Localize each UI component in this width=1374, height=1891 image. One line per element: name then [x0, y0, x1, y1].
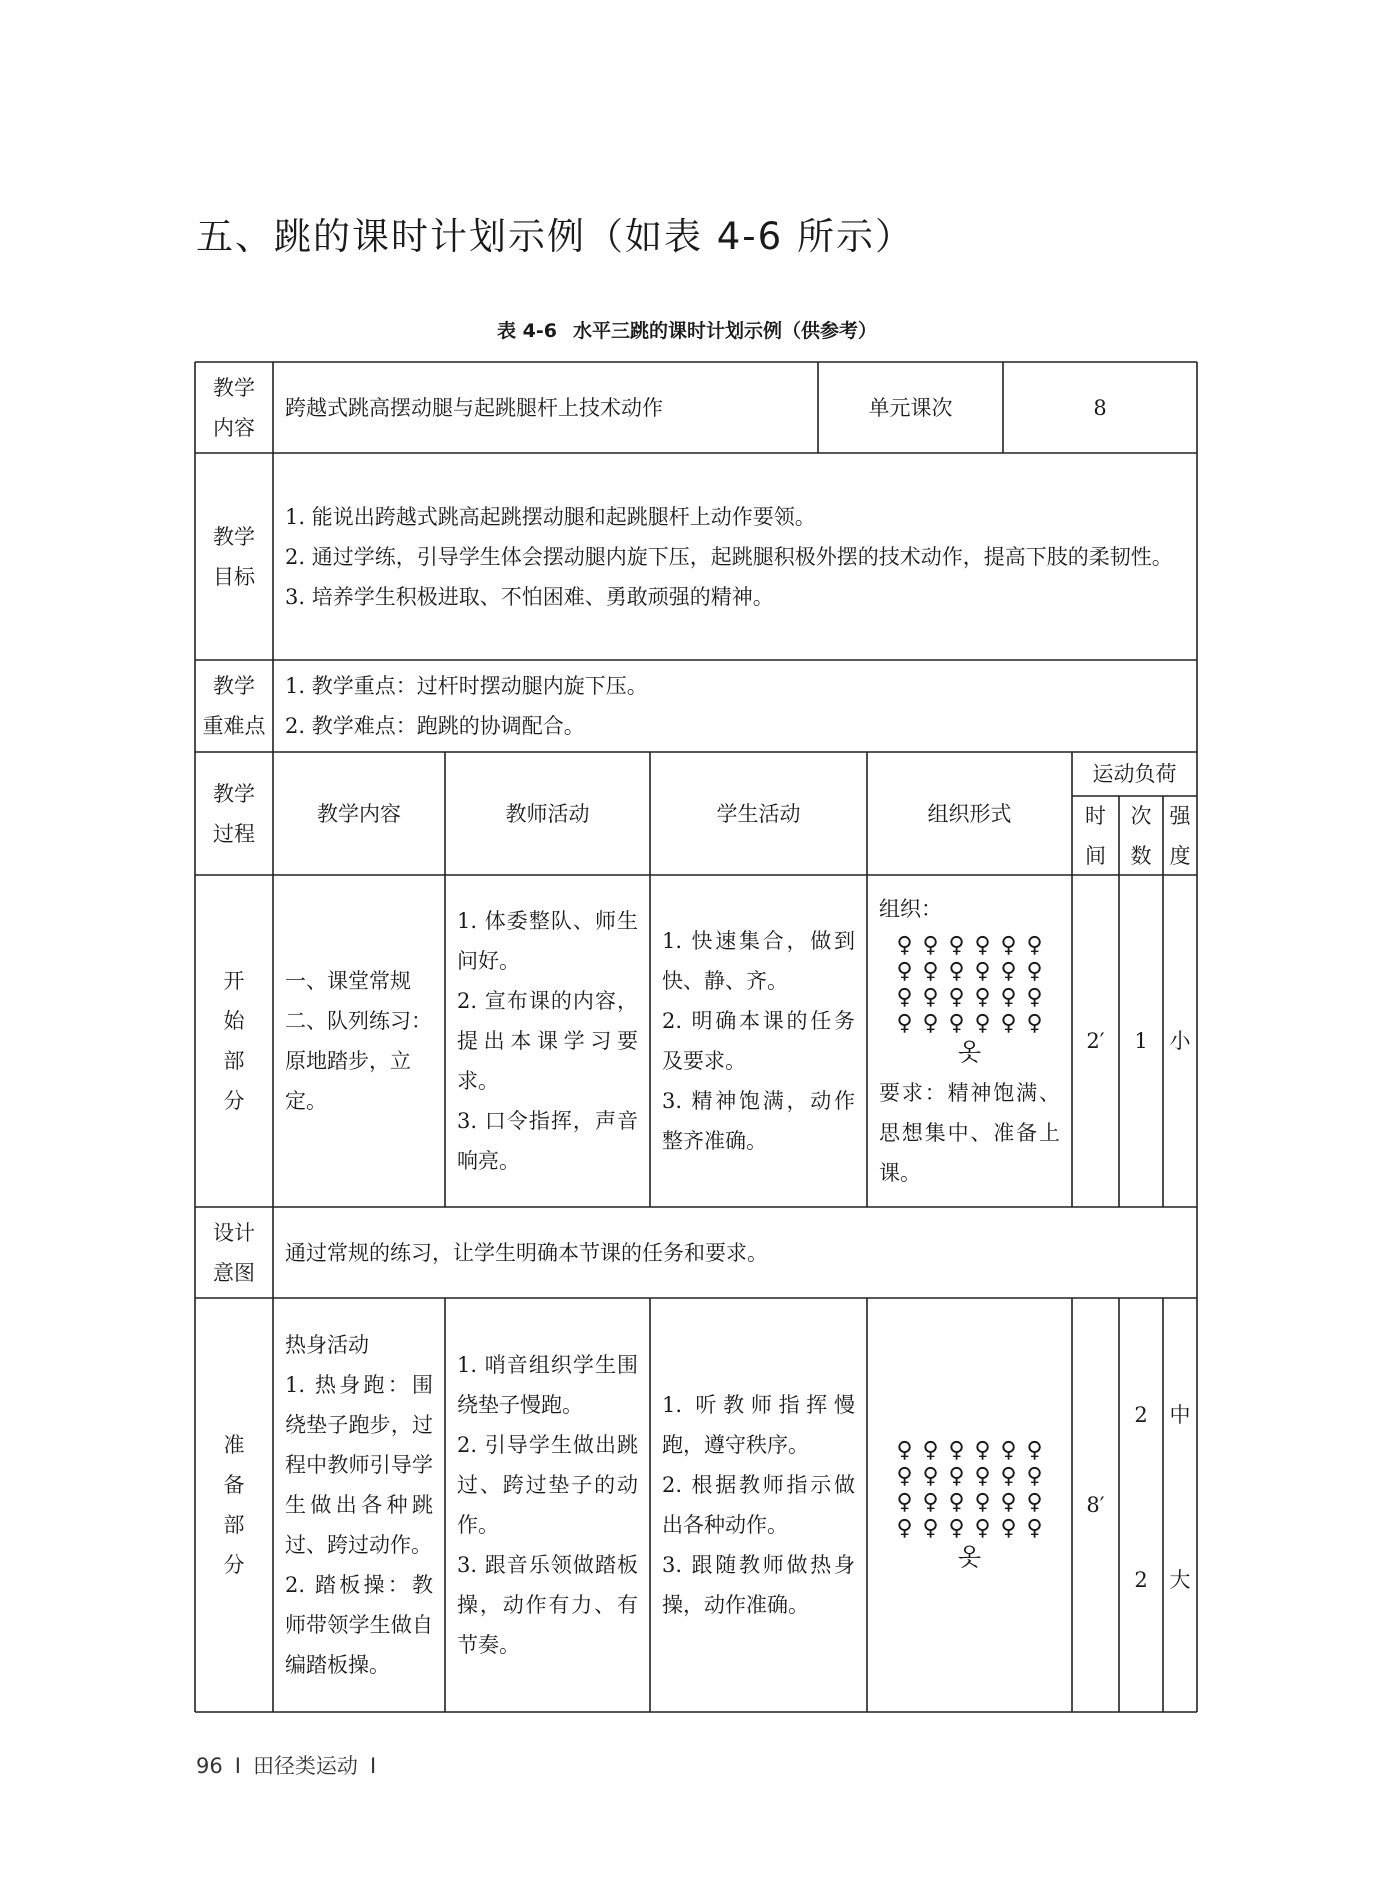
start-content: [273, 875, 445, 1207]
prep-content-title: 热身活动: [285, 1333, 369, 1357]
label-teaching-content: 教学 内容: [213, 375, 255, 440]
student-icon: ♀: [1026, 1438, 1043, 1463]
prep-student-activity: 1. 听教师指挥慢跑，遵守秩序。 2. 根据教师指示做出各种动作。 3. 跟随教师做热身操，动作准确。: [662, 1393, 855, 1617]
goal-item: 2. 通过学练，引导学生体会摆动腿内旋下压，起跳腿积极外摆的技术动作，提高下肢的柔韧性。: [285, 544, 1173, 569]
header-time: 时 间: [1085, 803, 1106, 868]
student-icon: ♀: [1026, 959, 1043, 984]
start-teacher-activity: 1. 体委整队、师生问好。 2. 宣布课的内容，提出本课学习要求。 3. 口令指挥，声音响亮。: [457, 909, 638, 1173]
student-icon: ♀: [974, 1516, 991, 1541]
header-exercise-load: 运动负荷: [1092, 762, 1177, 786]
start-intensity: 小: [1169, 1029, 1191, 1053]
student-icon: ♀: [896, 1011, 913, 1036]
prep-intensity-2: 大: [1169, 1568, 1191, 1592]
formation-row: [895, 1438, 1045, 1464]
prep-count-1: 2: [1134, 1403, 1148, 1427]
label-teaching-goals: 教学 目标: [213, 524, 255, 589]
start-time: 2′: [1086, 1029, 1105, 1053]
page-number: 96: [196, 1754, 223, 1778]
label-prep-section: 准 备 部 分: [223, 1433, 245, 1577]
caption-number: 表 4-6: [497, 320, 557, 342]
start-content-item: 二、队列练习：原地踏步，立定。: [285, 1009, 432, 1113]
formation-row: [895, 1516, 1045, 1542]
prep-content-item: 2. 踏板操：教师带领学生做自编踏板操。: [285, 1573, 433, 1677]
student-icon: ♀: [896, 1516, 913, 1541]
header-content: 教学内容: [317, 801, 401, 826]
student-icon: ♀: [974, 1011, 991, 1036]
unit-lesson-label: 单元课次: [868, 395, 953, 420]
prep-time: 8′: [1086, 1493, 1105, 1517]
student-icon: ♀: [896, 1464, 913, 1489]
prep-content-item: 1. 热身跑：围绕垫子跑步，过程中教师引导学生做出各种跳过、跨过动作。: [285, 1373, 433, 1557]
student-icon: ♀: [948, 933, 965, 958]
design-intent-text: 通过常规的练习，让学生明确本节课的任务和要求。: [285, 1240, 768, 1265]
student-icon: ♀: [922, 1516, 939, 1541]
unit-lesson-value: 8: [1093, 395, 1107, 420]
student-icon: ♀: [922, 959, 939, 984]
student-icon: ♀: [1000, 985, 1017, 1010]
student-icon: ♀: [896, 933, 913, 958]
student-icon: ♀: [922, 1490, 939, 1515]
page-footer: [196, 1750, 388, 1780]
table-caption: [0, 316, 1374, 343]
student-icon: ♀: [974, 959, 991, 984]
student-icon: ♀: [1000, 959, 1017, 984]
student-icon: ♀: [948, 1490, 965, 1515]
student-icon: ♀: [1000, 1438, 1017, 1463]
student-icon: ♀: [922, 1464, 939, 1489]
prep-teacher-activity: 1. 哨音组织学生围绕垫子慢跑。 2. 引导学生做出跳过、跨过垫子的动作。 3. 跟音乐领做踏板操，动作有力、有节奏。: [457, 1353, 638, 1657]
student-icon: ♀: [974, 933, 991, 958]
student-icon: ♀: [948, 985, 965, 1010]
label-key-points: 教学 重难点: [202, 674, 266, 738]
org-requirement: 要求：精神饱满、思想集中、准备上课。: [879, 1081, 1060, 1185]
goal-item: 3. 培养学生积极进取、不怕困难、勇敢顽强的精神。: [285, 584, 774, 609]
student-icon: ♀: [1000, 1464, 1017, 1489]
teacher-icon: 옷: [957, 1038, 982, 1066]
student-icon: ♀: [974, 1490, 991, 1515]
student-icon: ♀: [1026, 1464, 1043, 1489]
student-icon: ♀: [896, 985, 913, 1010]
key-points-list: [273, 660, 1197, 752]
student-icon: ♀: [1026, 933, 1043, 958]
prep-content: [273, 1298, 445, 1712]
formation-row: [895, 1490, 1045, 1516]
label-design-intent: 设计 意图: [213, 1220, 255, 1285]
key-point-item: 1. 教学重点：过杆时摆动腿内旋下压。: [285, 674, 648, 698]
student-icon: ♀: [1026, 1516, 1043, 1541]
student-icon: ♀: [1026, 1490, 1043, 1515]
formation-row: [895, 985, 1045, 1011]
student-icon: ♀: [974, 1464, 991, 1489]
student-icon: ♀: [948, 1438, 965, 1463]
student-icon: ♀: [948, 959, 965, 984]
footer-section: 田径类运动: [252, 1754, 358, 1778]
student-icon: ♀: [922, 1011, 939, 1036]
prep-intensity-1: 中: [1169, 1403, 1191, 1427]
section-heading: 五、跳的课时计划示例（如表 4-6 所示）: [196, 215, 914, 258]
prep-count-2: 2: [1134, 1568, 1148, 1592]
header-student-activity: 学生活动: [716, 801, 801, 826]
student-icon: ♀: [1000, 1011, 1017, 1036]
student-icon: ♀: [896, 959, 913, 984]
header-count: 次 数: [1130, 803, 1152, 868]
prep-organization: [867, 1298, 1072, 1712]
class-formation: [895, 1438, 1045, 1572]
student-icon: ♀: [1026, 1011, 1043, 1036]
student-icon: ♀: [974, 985, 991, 1010]
start-content-item: 一、课堂常规: [285, 969, 411, 993]
start-organization: [867, 875, 1072, 1207]
header-organization: 组织形式: [927, 801, 1012, 826]
formation-row: [895, 933, 1045, 959]
teaching-goals-list: [273, 453, 1197, 660]
start-count: 1: [1134, 1029, 1148, 1053]
formation-row: [895, 1011, 1045, 1037]
student-icon: ♀: [948, 1464, 965, 1489]
header-intensity: 强 度: [1169, 803, 1191, 868]
goal-item: 1. 能说出跨越式跳高起跳摆动腿和起跳腿杆上动作要领。: [285, 504, 816, 529]
header-teacher-activity: 教师活动: [505, 801, 590, 826]
caption-title: 水平三跳的课时计划示例（供参考）: [572, 320, 877, 342]
student-icon: ♀: [896, 1438, 913, 1463]
teacher-icon: 옷: [957, 1543, 982, 1571]
footer-separator-end: I: [369, 1754, 377, 1778]
start-student-activity: 1. 快速集合，做到快、静、齐。 2. 明确本课的任务及要求。 3. 精神饱满，动作整齐准确。: [662, 929, 855, 1153]
student-icon: ♀: [948, 1516, 965, 1541]
student-icon: ♀: [922, 1438, 939, 1463]
student-icon: ♀: [922, 933, 939, 958]
student-icon: ♀: [1000, 933, 1017, 958]
student-icon: ♀: [1000, 1516, 1017, 1541]
student-icon: ♀: [922, 985, 939, 1010]
student-icon: ♀: [1000, 1490, 1017, 1515]
student-icon: ♀: [974, 1438, 991, 1463]
key-point-item: 2. 教学难点：跑跳的协调配合。: [285, 714, 585, 738]
formation-row: [895, 1464, 1045, 1490]
label-start-section: 开 始 部 分: [223, 969, 245, 1113]
teaching-content-value: 跨越式跳高摆动腿与起跳腿杆上技术动作: [285, 395, 663, 420]
footer-separator: I: [234, 1754, 241, 1778]
label-teaching-process: 教学 过程: [213, 781, 255, 846]
student-icon: ♀: [1026, 985, 1043, 1010]
student-icon: ♀: [896, 1490, 913, 1515]
org-title: 组织：: [879, 897, 942, 921]
formation-row: [895, 959, 1045, 985]
class-formation: [879, 933, 1060, 1067]
student-icon: ♀: [948, 1011, 965, 1036]
